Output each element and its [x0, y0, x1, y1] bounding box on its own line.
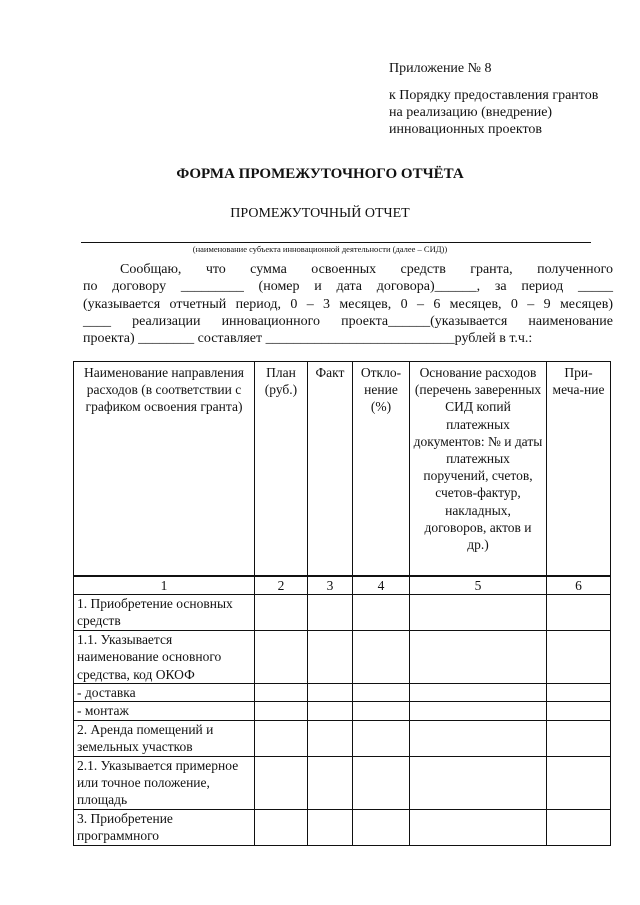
paragraph-line-2: по договору _________ (номер и дата договора)______, за период _____	[83, 279, 613, 295]
cell-note[interactable]	[547, 684, 611, 702]
cell-deviation[interactable]	[353, 595, 410, 631]
cell-plan[interactable]	[255, 809, 308, 845]
column-number-row	[74, 576, 611, 595]
header-note: При-меча-ние	[547, 362, 611, 577]
cell-deviation[interactable]	[353, 631, 410, 684]
cell-note[interactable]	[547, 720, 611, 756]
row-label: - доставка	[74, 684, 255, 702]
table-row	[74, 702, 611, 720]
cell-basis[interactable]	[410, 809, 547, 845]
column-number: 3	[308, 576, 353, 595]
table-row	[74, 631, 611, 684]
cell-fact[interactable]	[308, 595, 353, 631]
row-label: 2. Аренда помещений и земельных участков	[74, 720, 255, 756]
row-label: 1. Приобретение основных средств	[74, 595, 255, 631]
cell-deviation[interactable]	[353, 809, 410, 845]
cell-basis[interactable]	[410, 631, 547, 684]
column-number: 4	[353, 576, 410, 595]
subject-name-line	[81, 242, 591, 243]
column-number: 2	[255, 576, 308, 595]
paragraph-line-3: (указывается отчетный период, 0 – 3 месяцев, 0 – 6 месяцев, 0 – 9 месяцев)	[83, 296, 613, 312]
cell-deviation[interactable]	[353, 684, 410, 702]
cell-fact[interactable]	[308, 702, 353, 720]
row-label: 3. Приобретение программного	[74, 809, 255, 845]
appendix-line-3: инновационных проектов	[389, 122, 543, 137]
header-expense-direction: Наименование направления расходов (в соответствии с графиком освоения гранта)	[74, 362, 255, 577]
table-row	[74, 809, 611, 845]
cell-fact[interactable]	[308, 684, 353, 702]
paragraph-line-4: ____ реализации инновационного проекта______(указывается наименование	[83, 313, 613, 329]
row-label: 1.1. Указывается наименование основного средства, код ОКОФ	[74, 631, 255, 684]
cell-note[interactable]	[547, 631, 611, 684]
column-number: 6	[547, 576, 611, 595]
cell-plan[interactable]	[255, 720, 308, 756]
column-number: 1	[74, 576, 255, 595]
row-label: 2.1. Указывается примерное или точное положение, площадь	[74, 756, 255, 809]
appendix-number: Приложение № 8	[389, 61, 492, 76]
cell-plan[interactable]	[255, 702, 308, 720]
paragraph-line-1: Сообщаю, что сумма освоенных средств гранта, полученного	[120, 262, 613, 277]
cell-plan[interactable]	[255, 631, 308, 684]
cell-plan[interactable]	[255, 595, 308, 631]
cell-deviation[interactable]	[353, 756, 410, 809]
appendix-line-2: на реализацию (внедрение)	[389, 105, 553, 120]
cell-basis[interactable]	[410, 684, 547, 702]
paragraph-line-5: проекта) ________ составляет ___________________________рублей в т.ч.:	[83, 331, 533, 347]
expenses-table	[73, 361, 611, 846]
report-title: ПРОМЕЖУТОЧНЫЙ ОТЧЕТ	[230, 206, 410, 221]
cell-deviation[interactable]	[353, 702, 410, 720]
cell-note[interactable]	[547, 756, 611, 809]
table-row	[74, 720, 611, 756]
header-fact: Факт	[308, 362, 353, 577]
table-row	[74, 756, 611, 809]
form-title: ФОРМА ПРОМЕЖУТОЧНОГО ОТЧЁТА	[176, 166, 464, 182]
cell-basis[interactable]	[410, 702, 547, 720]
cell-plan[interactable]	[255, 684, 308, 702]
cell-fact[interactable]	[308, 809, 353, 845]
cell-deviation[interactable]	[353, 720, 410, 756]
subject-caption: (наименование субъекта инновационной деятельности (далее – СИД))	[192, 244, 448, 254]
column-number: 5	[410, 576, 547, 595]
cell-note[interactable]	[547, 809, 611, 845]
table-row	[74, 684, 611, 702]
cell-basis[interactable]	[410, 720, 547, 756]
header-basis: Основание расходов (перечень заверенных СИД копий платежных документов: № и даты платежных поручений, счетов, счетов-фактур, накладных, договоров, актов и др.)	[410, 362, 547, 577]
header-deviation: Откло-нение (%)	[353, 362, 410, 577]
cell-fact[interactable]	[308, 720, 353, 756]
cell-note[interactable]	[547, 595, 611, 631]
cell-basis[interactable]	[410, 756, 547, 809]
appendix-line-1: к Порядку предоставления грантов	[389, 88, 599, 103]
cell-fact[interactable]	[308, 631, 353, 684]
report-paragraph	[83, 261, 613, 347]
cell-plan[interactable]	[255, 756, 308, 809]
cell-basis[interactable]	[410, 595, 547, 631]
table-row	[74, 595, 611, 631]
cell-fact[interactable]	[308, 756, 353, 809]
cell-note[interactable]	[547, 702, 611, 720]
header-plan: План (руб.)	[255, 362, 308, 577]
row-label: - монтаж	[74, 702, 255, 720]
